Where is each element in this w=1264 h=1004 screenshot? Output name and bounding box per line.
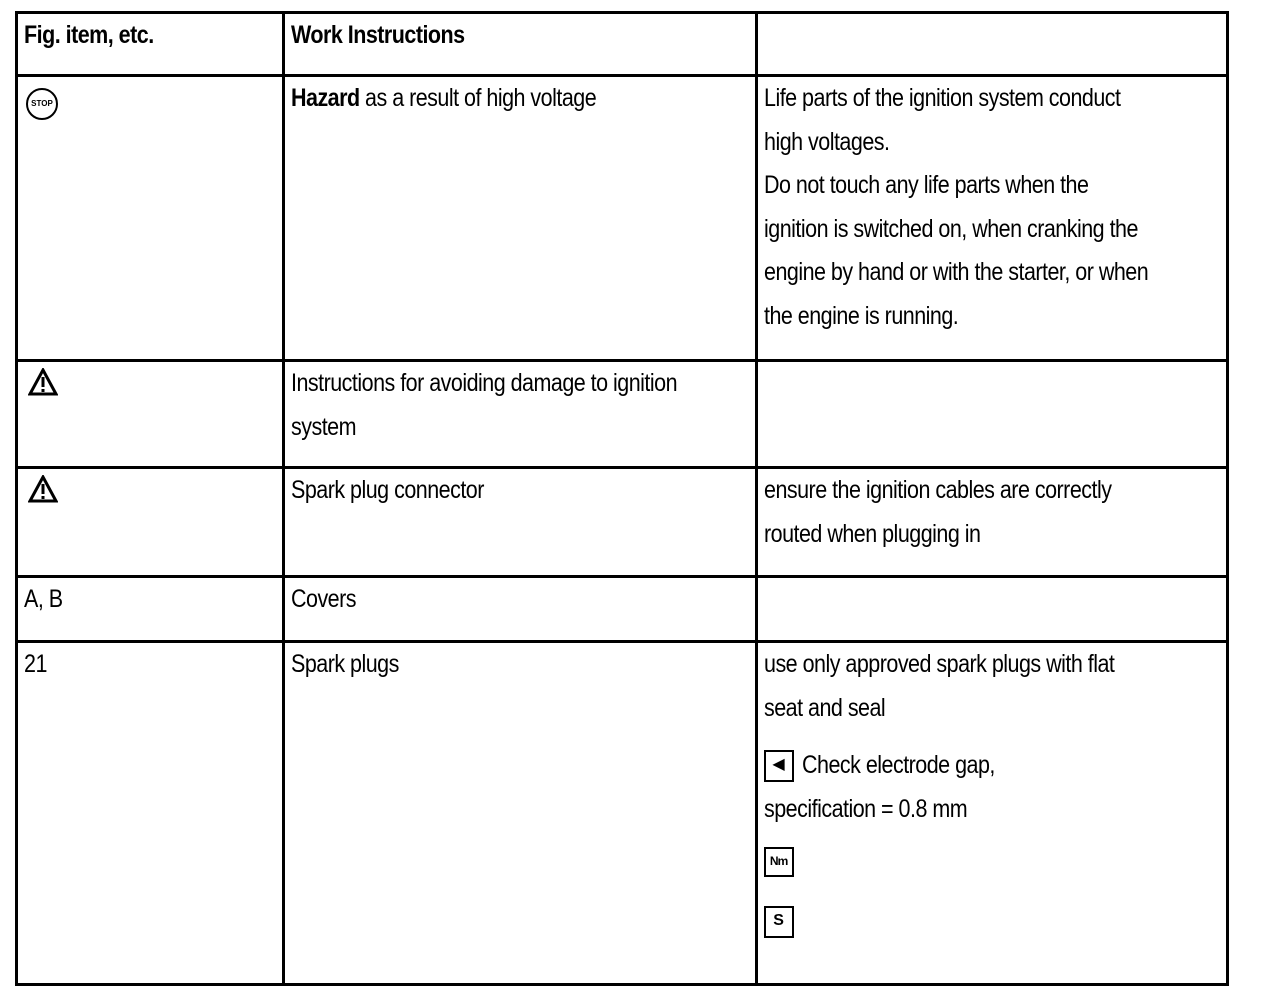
instruction-line: system (291, 412, 357, 441)
torque-icon: Nm (764, 847, 794, 877)
hazard-label: Hazard (291, 84, 360, 112)
instruction-cell (284, 577, 756, 642)
instruction-cell (284, 76, 756, 361)
notes-cell (756, 642, 1227, 985)
tool-line (764, 891, 1220, 951)
notes-cell (756, 361, 1227, 468)
table-row (17, 468, 1228, 577)
note-line: Life parts of the ignition system conduct (763, 84, 1121, 112)
header-fig-item: Fig. item, etc. (17, 13, 284, 76)
notes-cell (756, 76, 1227, 361)
special-tool-icon: S (764, 906, 794, 938)
fig-item-label: A, B (24, 585, 63, 613)
notes-cell (756, 577, 1227, 642)
instruction-text: as a result of high voltage (359, 84, 597, 112)
fig-item-cell (17, 468, 284, 577)
check-gauge-icon: ◀ (764, 750, 794, 782)
warning-triangle-icon (24, 368, 276, 396)
header-work-instructions: Work Instructions (284, 13, 756, 76)
header-notes (756, 13, 1227, 76)
note-line: the engine is running. (763, 301, 958, 330)
instruction-cell (284, 361, 756, 468)
fig-item-cell (17, 361, 284, 468)
torque-line (764, 831, 1220, 891)
specification-text: specification = 0.8 mm (763, 794, 967, 823)
note-line: Do not touch any life parts when the (763, 171, 1089, 199)
table-row (17, 76, 1228, 361)
instruction-text: Covers (291, 585, 357, 613)
check-text: Check electrode gap, (801, 751, 995, 779)
instruction-cell (284, 468, 756, 577)
instruction-line: Instructions for avoiding damage to ignition (291, 369, 678, 397)
notes-cell (756, 468, 1227, 577)
table-header-row (17, 13, 1228, 76)
instruction-text: Spark plugs (291, 650, 400, 678)
warning-triangle-icon (24, 475, 276, 503)
fig-item-cell (17, 577, 284, 642)
note-line: use only approved spark plugs with flat (763, 650, 1114, 678)
note-line: ignition is switched on, when cranking the (763, 214, 1138, 243)
table-row (17, 577, 1228, 642)
stop-icon: STOP (26, 88, 58, 120)
fig-item-label: 21 (24, 650, 47, 678)
fig-item-cell (17, 642, 284, 985)
note-line: high voltages. (763, 127, 890, 156)
note-line: seat and seal (763, 693, 885, 722)
note-line: engine by hand or with the starter, or when (763, 258, 1148, 286)
work-instructions-table (15, 11, 1229, 986)
note-line: routed when plugging in (763, 519, 981, 548)
instruction-cell (284, 642, 756, 985)
table-row (17, 361, 1228, 468)
check-gap-line (764, 744, 1220, 788)
table-row (17, 642, 1228, 985)
note-line: ensure the ignition cables are correctly (763, 476, 1112, 504)
instruction-text: Spark plug connector (291, 476, 485, 504)
fig-item-cell (17, 76, 284, 361)
